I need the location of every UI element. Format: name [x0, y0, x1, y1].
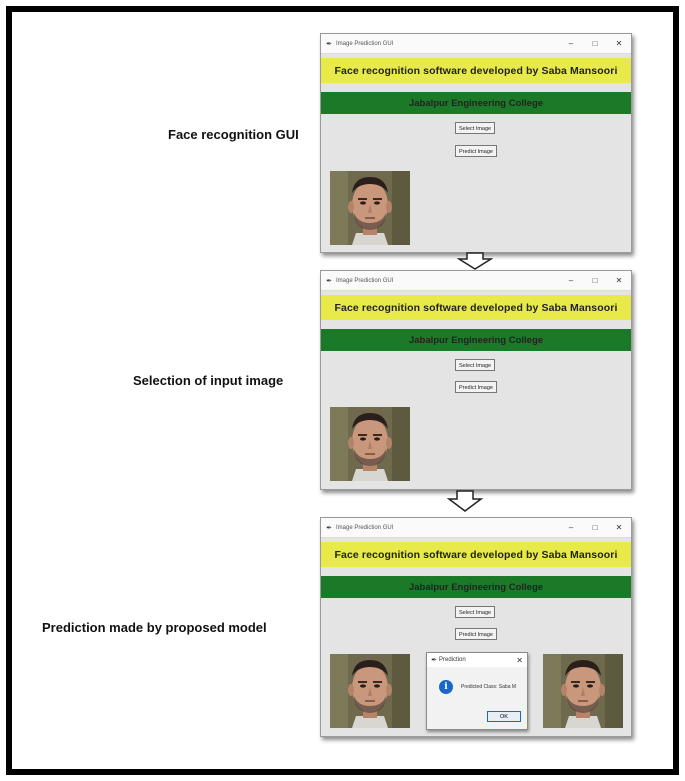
maximize-icon[interactable]: □ — [592, 523, 598, 532]
close-icon[interactable]: ✕ — [615, 39, 623, 48]
predict-image-button[interactable]: Predict Image — [455, 381, 497, 393]
college-banner: Jabalpur Engineering College — [321, 329, 631, 351]
down-arrow-icon — [457, 252, 493, 270]
down-arrow-icon — [447, 490, 483, 512]
minimize-icon[interactable]: – — [568, 276, 574, 285]
window-title: Image Prediction GUI — [336, 524, 394, 531]
feather-icon: ✒ — [431, 657, 437, 664]
maximize-icon[interactable]: □ — [592, 276, 598, 285]
minimize-icon[interactable]: – — [568, 523, 574, 532]
app-window-3 — [320, 517, 632, 737]
face-photo — [330, 171, 410, 245]
predict-image-button[interactable]: Predict Image — [455, 628, 497, 640]
feather-icon: ✒ — [326, 277, 332, 285]
window-titlebar[interactable] — [321, 271, 631, 291]
header-banner: Face recognition software developed by Saba Mansoori — [321, 295, 631, 320]
caption-prediction: Prediction made by proposed model — [42, 620, 267, 635]
select-image-button[interactable]: Select Image — [455, 606, 495, 618]
face-photo — [330, 407, 410, 481]
header-banner: Face recognition software developed by Saba Mansoori — [321, 58, 631, 83]
header-banner: Face recognition software developed by Saba Mansoori — [321, 542, 631, 567]
close-icon[interactable]: ✕ — [615, 523, 623, 532]
ok-button[interactable]: OK — [487, 711, 521, 722]
select-image-button[interactable]: Select Image — [455, 359, 495, 371]
face-photo-result — [543, 654, 623, 728]
college-banner: Jabalpur Engineering College — [321, 92, 631, 114]
caption-face-recognition-gui: Face recognition GUI — [168, 127, 299, 142]
feather-icon: ✒ — [326, 524, 332, 532]
window-title: Image Prediction GUI — [336, 40, 394, 47]
select-image-button[interactable]: Select Image — [455, 122, 495, 134]
window-titlebar[interactable] — [321, 34, 631, 54]
prediction-dialog — [426, 652, 528, 730]
info-icon: i — [439, 680, 453, 694]
predict-image-button[interactable]: Predict Image — [455, 145, 497, 157]
feather-icon: ✒ — [326, 40, 332, 48]
maximize-icon[interactable]: □ — [592, 39, 598, 48]
close-icon[interactable]: ✕ — [516, 655, 523, 665]
window-titlebar[interactable] — [321, 518, 631, 538]
window-title: Image Prediction GUI — [336, 277, 394, 284]
dialog-title: Prediction — [439, 657, 466, 663]
dialog-titlebar[interactable] — [427, 653, 527, 667]
face-photo — [330, 654, 410, 728]
app-window-1 — [320, 33, 632, 253]
app-window-2 — [320, 270, 632, 490]
minimize-icon[interactable]: – — [568, 39, 574, 48]
close-icon[interactable]: ✕ — [615, 276, 623, 285]
dialog-message: Predicted Class: Saba M — [461, 684, 517, 690]
caption-selection-input: Selection of input image — [133, 373, 284, 388]
college-banner: Jabalpur Engineering College — [321, 576, 631, 598]
